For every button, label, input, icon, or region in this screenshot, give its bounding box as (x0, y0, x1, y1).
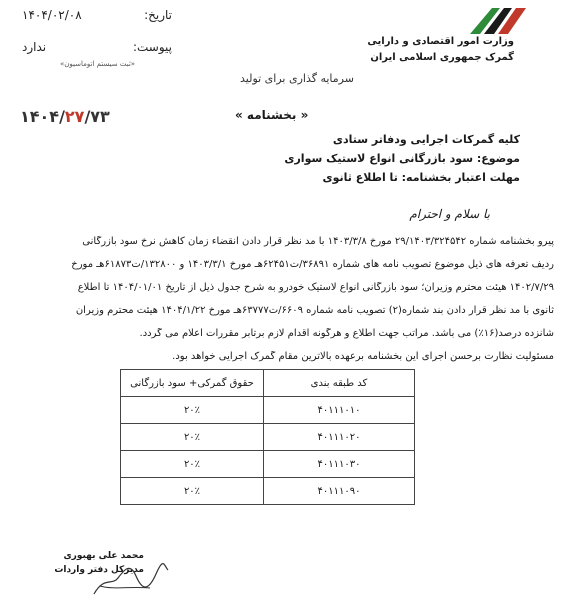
attachment-label: پیوست: (132, 40, 172, 54)
org-line-customs: گمرک جمهوری اسلامی ایران (370, 52, 514, 63)
table-header-row (121, 370, 415, 397)
table-cell-duty: ۲۰٪ (121, 424, 264, 451)
table-cell-duty: ۲۰٪ (121, 478, 264, 505)
org-line-ministry: وزارت امور اقتصادی و دارایی (367, 36, 514, 47)
table-header-code: کد طبقه بندی (264, 370, 415, 397)
date-value: ۱۴۰۴/۰۲/۰۸ (22, 8, 82, 22)
table-row (121, 451, 415, 478)
table-row (121, 478, 415, 505)
handwritten-signature-icon (90, 556, 170, 600)
attachment-value: ندارد (22, 40, 47, 54)
body-line: ثانوی با مد نظر قرار دادن بند شماره(۲) تصویب نامه شماره ۶۶۰۹/ت۶۳۷۷۷هـ مورخ ۱۴۰۴/۱/۲۲ هیئت محترم وزیران (75, 305, 554, 316)
table-cell-code: ۴۰۱۱۱۰۹۰ (264, 478, 415, 505)
system-note: «ثبت سیستم اتوماسیون» (60, 60, 136, 68)
circular-number (20, 107, 110, 126)
customs-logo-icon (470, 4, 526, 34)
table-cell-code: ۴۰۱۱۱۰۲۰ (264, 424, 415, 451)
signer-position: مدیرکل دفتر واردات (54, 565, 144, 575)
table-header-duty: حقوق گمرکی+ سود بازرگانی (121, 370, 264, 397)
greeting: با سلام و احترام (409, 207, 490, 221)
table-cell-code: ۴۰۱۱۱۰۱۰ (264, 397, 415, 424)
circular-number-part-c: /۷۳ (84, 107, 110, 126)
addressee-to: کلیه گمرکات اجرایی ودفاتر ستادی (332, 133, 520, 146)
signer-name: محمد علی بهبوری (63, 551, 144, 561)
body-line: ردیف تعرفه های ذیل موضوع تصویب نامه های شماره ۳۶۸۹۱/ت۶۲۴۵۱هـ مورخ ۱۴۰۳/۳/۱ و ۱۳۲۸۰۰/ت۶۱۸۷۳هـ مورخ (71, 259, 554, 270)
tariff-table (120, 369, 415, 505)
table-cell-duty: ۲۰٪ (121, 397, 264, 424)
date-row (22, 6, 172, 24)
body-line: شانزده درصد(۱۶٪) می باشد. مراتب جهت اطلاع و هرگونه اقدام لازم برتابر مقررات اعلام می گردد. (139, 328, 554, 339)
circular-title: « بخشنامه » (235, 108, 309, 122)
subject-line: موضوع: سود بازرگانی انواع لاستیک سواری (284, 152, 520, 165)
date-label: تاریخ: (144, 8, 172, 22)
body-line: مسئولیت نظارت برحسن اجرای این بخشنامه برعهده بالاترین مقام گمرک اجرایی خواهد بود. (172, 351, 554, 362)
table-cell-duty: ۲۰٪ (121, 451, 264, 478)
table-row (121, 397, 415, 424)
circular-number-part-a: ۱۴۰۴/ (20, 107, 65, 126)
table-row (121, 424, 415, 451)
table-cell-code: ۴۰۱۱۱۰۳۰ (264, 451, 415, 478)
attachment-row (22, 38, 172, 56)
circular-number-part-b: ۲۷ (64, 107, 85, 126)
validity-line: مهلت اعتبار بخشنامه: تا اطلاع ثانوی (322, 171, 520, 184)
body-line: ۱۴۰۲/۷/۲۹ هیئت محترم وزیران؛ سود بازرگانی انواع لاستیک خودرو به شرح جدول ذیل از تاریخ ۱۴۰۴/۰۱/۰۱ تا اطلاع (77, 282, 554, 293)
slogan: سرمایه گذاری برای تولید (240, 72, 354, 85)
body-line: پیرو بخشنامه شماره ۲۹/۱۴۰۳/۳۲۴۵۴۲ مورخ ۱۴۰۳/۳/۸ با مد نظر قرار دادن انقضاء زمان کاهش نرخ سود بازرگانی (82, 236, 554, 247)
